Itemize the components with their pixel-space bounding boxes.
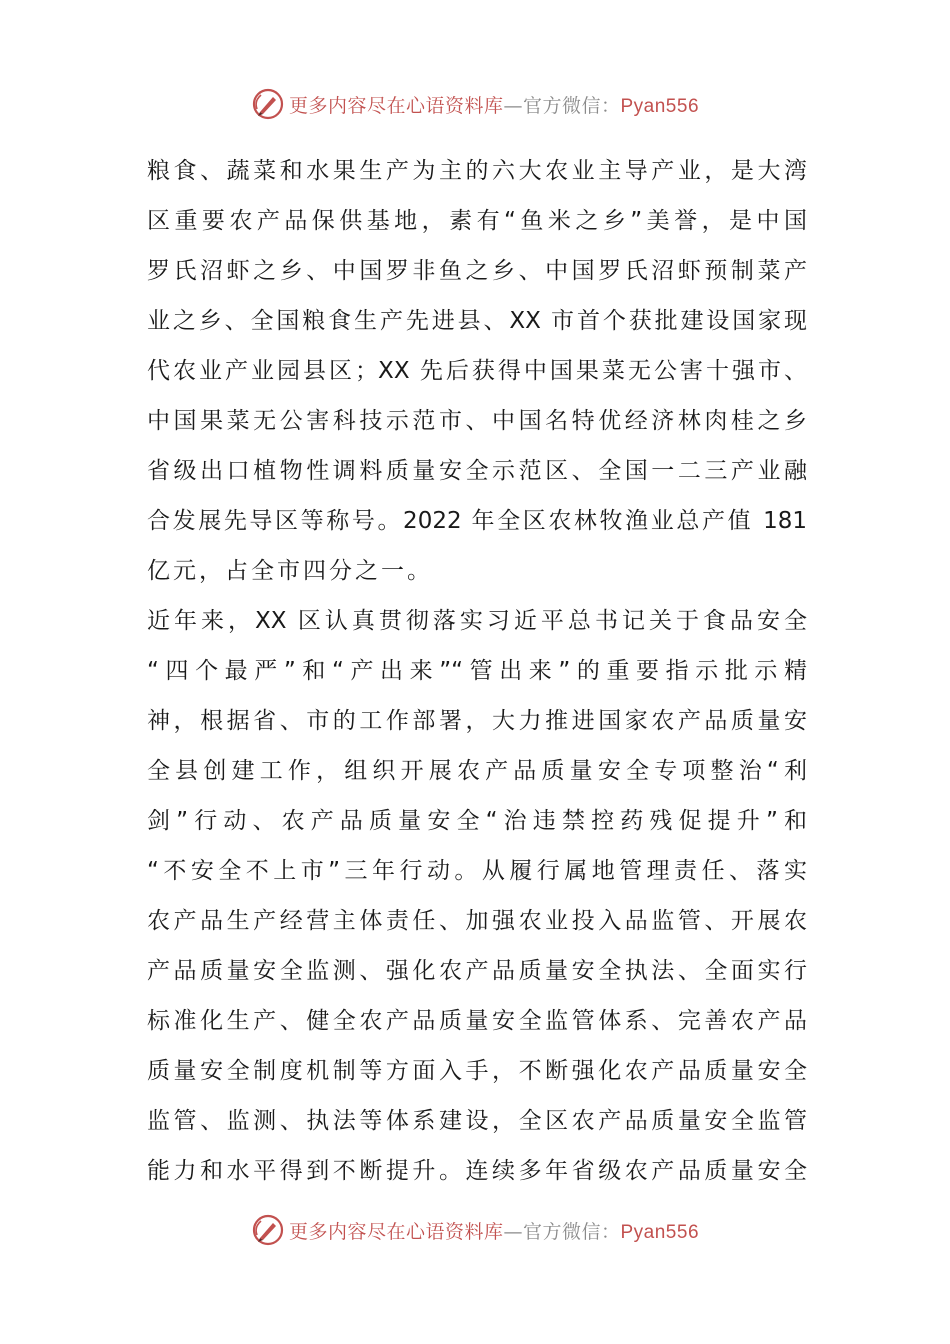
text-line: 罗氏沼虾之乡、中国罗非鱼之乡、中国罗氏沼虾预制菜产 (147, 258, 807, 284)
text-line: 剑”行动、农产品质量安全“治违禁控药残促提升”和 (147, 808, 807, 834)
text-line: 粮食、蔬菜和水果生产为主的六大农业主导产业，是大湾 (147, 158, 807, 184)
banner-wechat-id: Pyan556 (620, 95, 700, 117)
text-line: “四个最严”和“产出来”“管出来”的重要指示批示精 (147, 658, 807, 684)
text-line: 合发展先导区等称号。2022 年全区农林牧渔业总产值 181 (147, 508, 807, 534)
paragraph-2 (147, 596, 807, 1196)
footer-banner (0, 1210, 950, 1250)
text-line: 代农业产业园县区；XX 先后获得中国果菜无公害十强市、 (147, 358, 807, 384)
text-line: 省级出口植物性调料质量安全示范区、全国一二三产业融 (147, 458, 807, 484)
text-line: 业之乡、全国粮食生产先进县、XX 市首个获批建设国家现 (147, 308, 807, 334)
banner-separator: — (503, 94, 523, 117)
banner-sub-text: 官方微信： (522, 94, 621, 117)
banner-wechat-id: Pyan556 (620, 1221, 700, 1243)
text-line: 标准化生产、健全农产品质量安全监管体系、完善农产品 (147, 1008, 807, 1034)
banner-main-text: 更多内容尽在心语资料库 (288, 94, 504, 117)
banner-sub-text: 官方微信： (522, 1220, 621, 1243)
text-line: 亿元，占全市四分之一。 (147, 558, 433, 584)
text-line: 近年来，XX 区认真贯彻落实习近平总书记关于食品安全 (147, 608, 807, 634)
text-line: 监管、监测、执法等体系建设，全区农产品质量安全监管 (147, 1108, 807, 1134)
document-body (147, 146, 807, 1196)
text-line: 能力和水平得到不断提升。连续多年省级农产品质量安全 (147, 1158, 807, 1184)
paragraph-1 (147, 146, 807, 596)
text-line: 全县创建工作，组织开展农产品质量安全专项整治“利 (147, 758, 807, 784)
banner-text (289, 1217, 699, 1244)
text-line: 产品质量安全监测、强化农产品质量安全执法、全面实行 (147, 958, 807, 984)
banner-main-text: 更多内容尽在心语资料库 (288, 1220, 504, 1243)
text-line: 质量安全制度机制等方面入手，不断强化农产品质量安全 (147, 1058, 807, 1084)
banner-text (289, 91, 699, 118)
pen-logo-icon (251, 87, 285, 121)
text-line: 神，根据省、市的工作部署，大力推进国家农产品质量安 (147, 708, 807, 734)
header-banner (0, 84, 950, 124)
text-line: 区重要农产品保供基地，素有“鱼米之乡”美誉，是中国 (147, 208, 807, 234)
text-line: “不安全不上市”三年行动。从履行属地管理责任、落实 (147, 858, 807, 884)
text-line: 农产品生产经营主体责任、加强农业投入品监管、开展农 (147, 908, 807, 934)
banner-separator: — (503, 1220, 523, 1243)
pen-logo-icon (251, 1213, 285, 1247)
text-line: 中国果菜无公害科技示范市、中国名特优经济林肉桂之乡 (147, 408, 807, 434)
